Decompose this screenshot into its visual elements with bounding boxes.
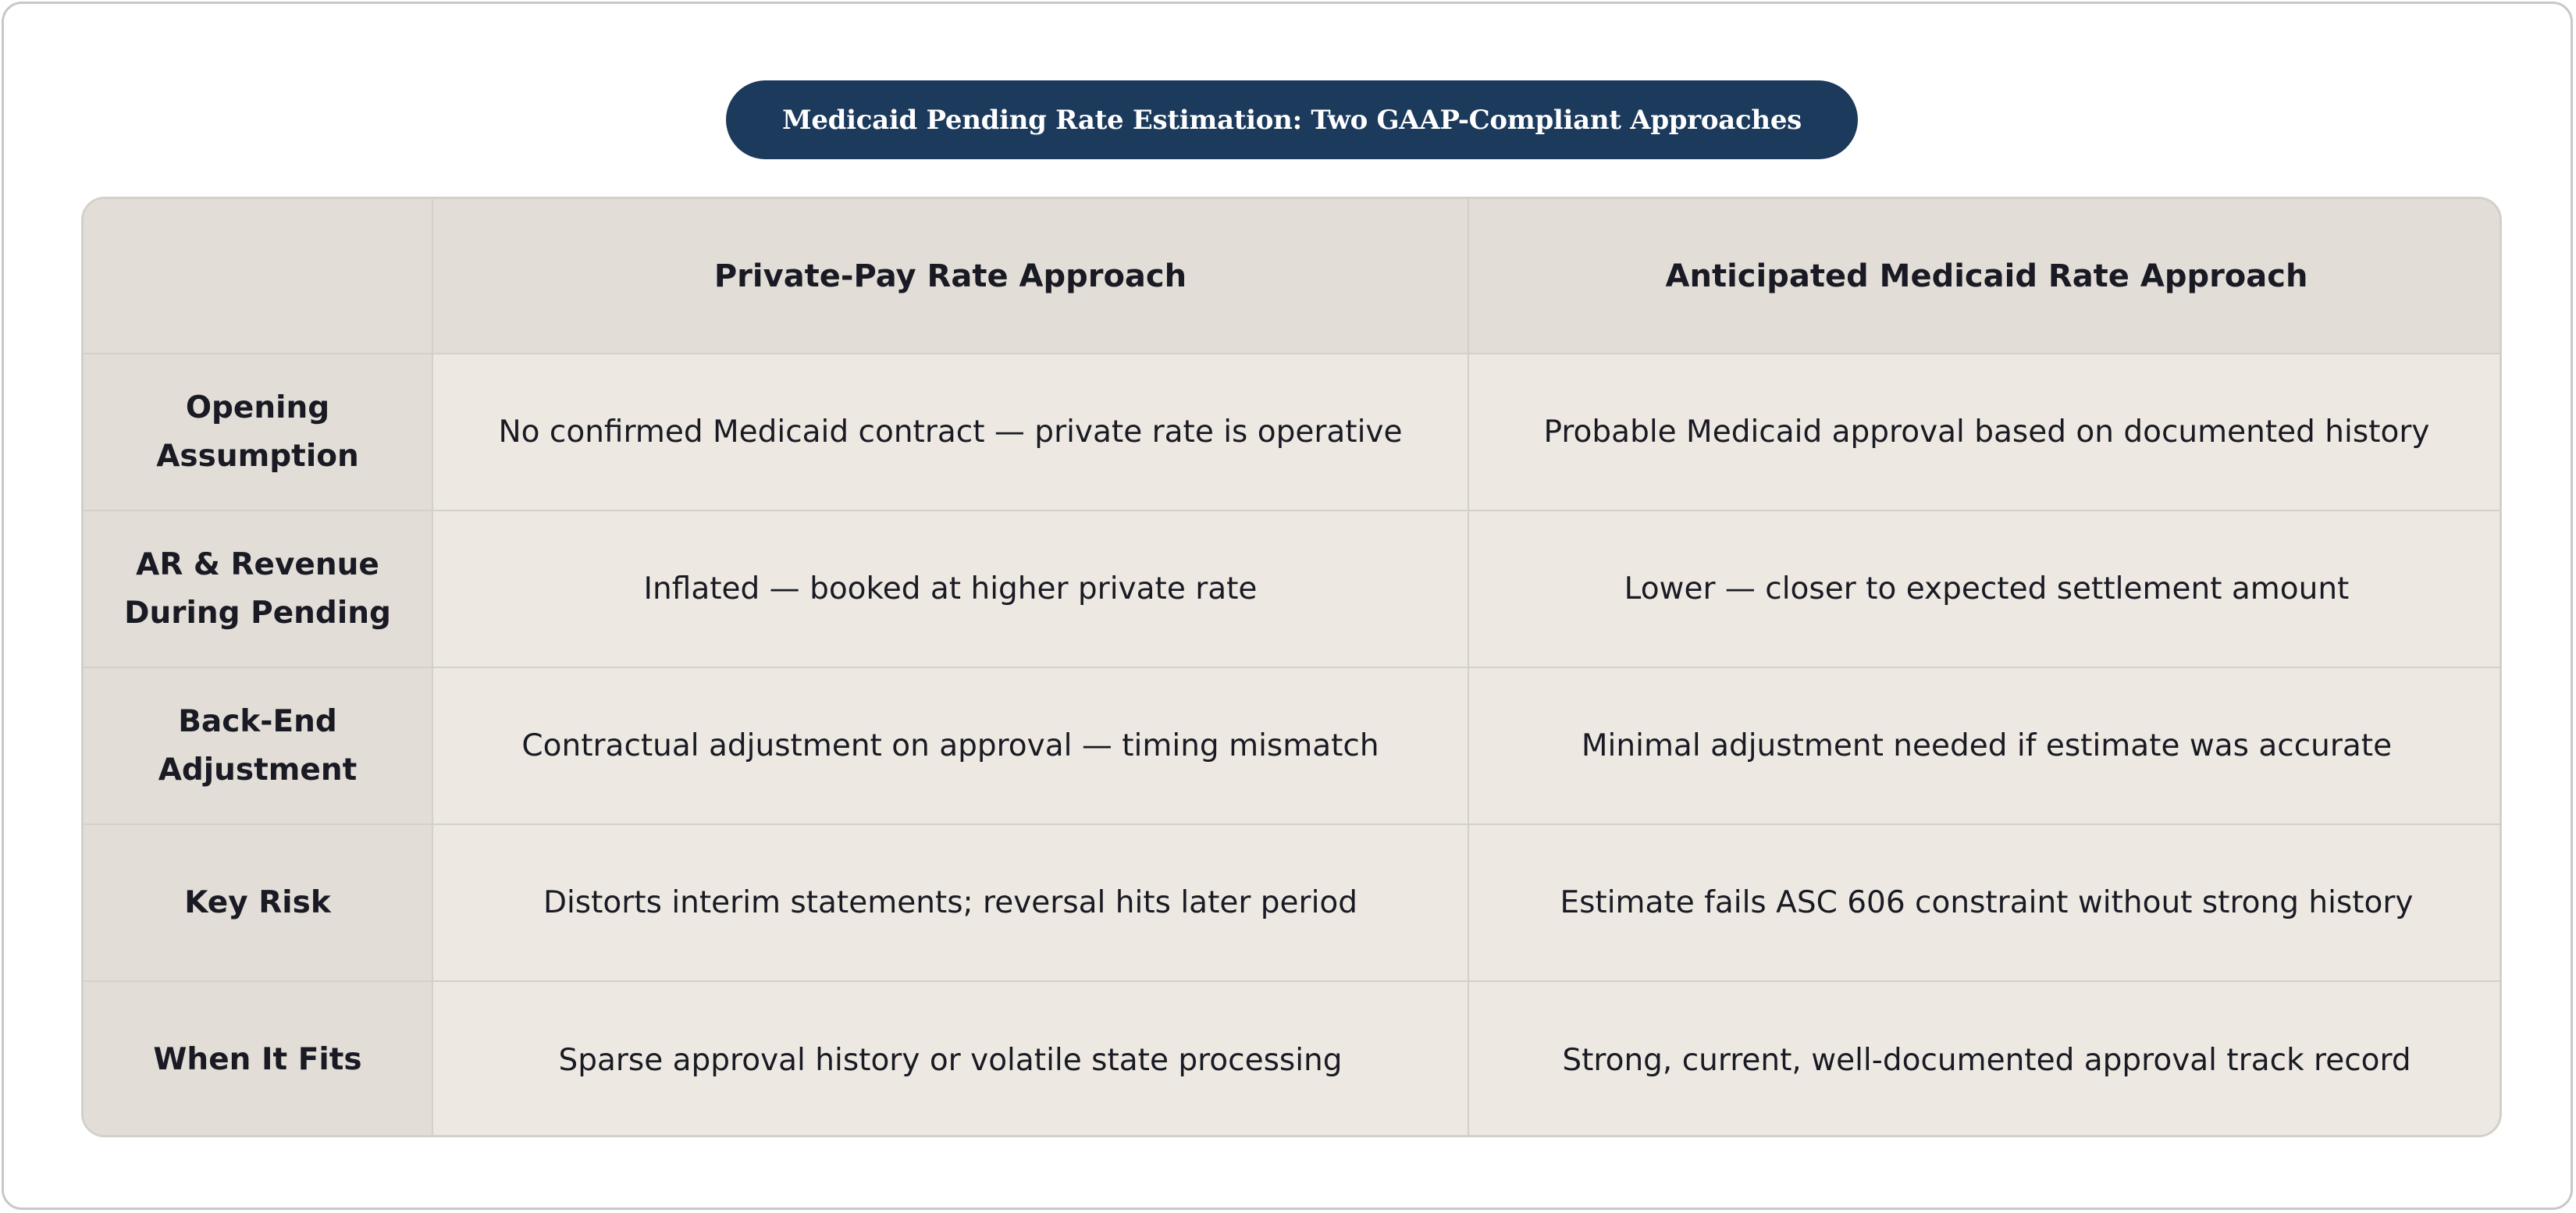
anticipated-medicaid-cell: Estimate fails ASC 606 constraint without strong history [1468,824,2502,981]
table-row [84,510,2502,667]
row-label: Key Risk [84,824,432,981]
table-row [84,667,2502,824]
table-header-row [84,199,2502,354]
row-label: Opening Assumption [84,354,432,510]
private-pay-cell: No confirmed Medicaid contract — private rate is operative [432,354,1468,510]
row-label: AR & Revenue During Pending [84,510,432,667]
anticipated-medicaid-cell: Minimal adjustment needed if estimate was accurate [1468,667,2502,824]
header-corner-cell [84,199,432,354]
header-anticipated-medicaid: Anticipated Medicaid Rate Approach [1468,199,2502,354]
table-row [84,981,2502,1137]
table-row [84,824,2502,981]
row-label: When It Fits [84,981,432,1137]
private-pay-cell: Distorts interim statements; reversal hits later period [432,824,1468,981]
private-pay-cell: Contractual adjustment on approval — timing mismatch [432,667,1468,824]
anticipated-medicaid-cell: Strong, current, well-documented approval track record [1468,981,2502,1137]
anticipated-medicaid-cell: Lower — closer to expected settlement amount [1468,510,2502,667]
page-title: Medicaid Pending Rate Estimation: Two GAAP-Compliant Approaches [726,80,1858,159]
page-frame [2,2,2573,1210]
row-label: Back-End Adjustment [84,667,432,824]
comparison-table [81,197,2502,1137]
anticipated-medicaid-cell: Probable Medicaid approval based on documented history [1468,354,2502,510]
table-row [84,354,2502,510]
private-pay-cell: Inflated — booked at higher private rate [432,510,1468,667]
private-pay-cell: Sparse approval history or volatile state processing [432,981,1468,1137]
header-private-pay: Private-Pay Rate Approach [432,199,1468,354]
